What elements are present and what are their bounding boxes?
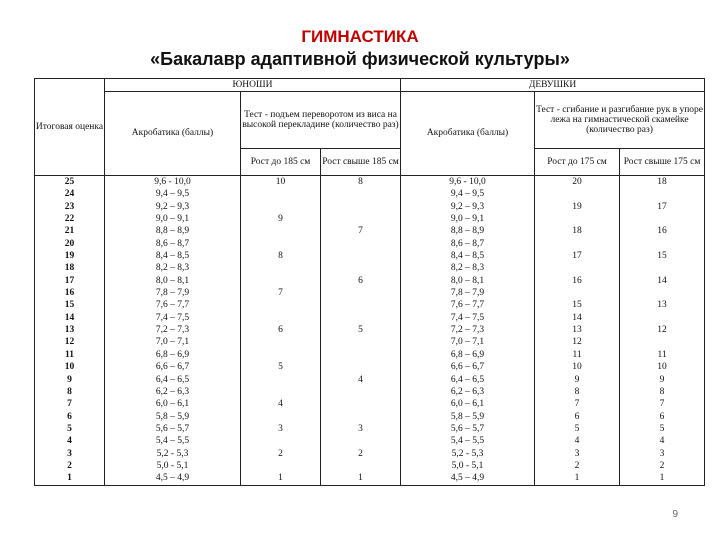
girls-height-1-cell: 20 (535, 176, 620, 189)
table-row (35, 225, 705, 237)
girls-acrobatics-cell: 6,8 – 6,9 (401, 349, 535, 361)
girls-acrobatics-cell: 4,5 – 4,9 (401, 472, 535, 485)
girls-height-1-cell: 10 (535, 361, 620, 373)
boys-acrobatics-cell: 8,8 – 8,9 (105, 225, 241, 237)
girls-height-2-cell (620, 336, 705, 348)
grade-cell: 11 (35, 349, 105, 361)
boys-height-2-cell (321, 349, 401, 361)
boys-height-1-cell: 9 (241, 213, 321, 225)
boys-height-1-cell: 7 (241, 287, 321, 299)
girls-height-2-cell (620, 188, 705, 200)
boys-acrobatics-cell: 5,6 – 5,7 (105, 423, 241, 435)
boys-height-2-cell: 2 (321, 448, 401, 460)
boys-acrobatics-cell: 9,6 - 10,0 (105, 176, 241, 189)
girls-height-1-cell: 13 (535, 324, 620, 336)
boys-height-1-cell: 2 (241, 448, 321, 460)
boys-height-1-cell (241, 275, 321, 287)
boys-height-2-cell: 1 (321, 472, 401, 485)
table-row (35, 176, 705, 189)
girls-height-1-cell: 3 (535, 448, 620, 460)
boys-height-2-cell (321, 262, 401, 274)
boys-height-1-cell (241, 336, 321, 348)
boys-acrobatics-cell: 7,6 – 7,7 (105, 299, 241, 311)
girls-height-1-cell: 19 (535, 201, 620, 213)
girls-height-1-header: Рост до 175 см (535, 149, 620, 176)
boys-height-1-cell: 8 (241, 250, 321, 262)
girls-acrobatics-header: Акробатика (баллы) (401, 92, 535, 176)
girls-height-2-cell: 16 (620, 225, 705, 237)
girls-header: ДЕВУШКИ (401, 79, 705, 92)
girls-height-2-cell (620, 287, 705, 299)
girls-height-2-cell: 1 (620, 472, 705, 485)
boys-acrobatics-cell: 7,0 – 7,1 (105, 336, 241, 348)
boys-acrobatics-cell: 6,2 – 6,3 (105, 386, 241, 398)
girls-height-1-cell: 5 (535, 423, 620, 435)
grade-cell: 4 (35, 435, 105, 447)
boys-height-1-cell (241, 299, 321, 311)
table-row (35, 386, 705, 398)
girls-acrobatics-cell: 7,0 – 7,1 (401, 336, 535, 348)
boys-height-1-cell (241, 374, 321, 386)
girls-acrobatics-cell: 5,8 – 5,9 (401, 411, 535, 423)
boys-height-1-cell (241, 411, 321, 423)
girls-height-1-cell: 1 (535, 472, 620, 485)
boys-height-1-cell (241, 238, 321, 250)
table-row (35, 201, 705, 213)
boys-acrobatics-cell: 9,2 – 9,3 (105, 201, 241, 213)
girls-height-1-cell: 15 (535, 299, 620, 311)
girls-acrobatics-cell: 6,6 – 6,7 (401, 361, 535, 373)
grade-cell: 13 (35, 324, 105, 336)
boys-height-2-cell (321, 312, 401, 324)
boys-height-1-cell: 3 (241, 423, 321, 435)
girls-height-1-cell: 9 (535, 374, 620, 386)
boys-acrobatics-cell: 5,8 – 5,9 (105, 411, 241, 423)
girls-height-2-cell: 2 (620, 460, 705, 472)
girls-acrobatics-cell: 7,4 – 7,5 (401, 312, 535, 324)
grade-cell: 25 (35, 176, 105, 189)
boys-height-1-cell (241, 435, 321, 447)
table-body (35, 176, 705, 486)
boys-acrobatics-cell: 7,8 – 7,9 (105, 287, 241, 299)
boys-acrobatics-cell: 5,2 - 5,3 (105, 448, 241, 460)
boys-acrobatics-cell: 5,4 – 5,5 (105, 435, 241, 447)
girls-height-2-cell: 13 (620, 299, 705, 311)
girls-acrobatics-cell: 6,4 – 6,5 (401, 374, 535, 386)
table-row (35, 460, 705, 472)
boys-height-2-header: Рост свыше 185 см (321, 149, 401, 176)
girls-height-1-cell: 4 (535, 435, 620, 447)
grade-cell: 24 (35, 188, 105, 200)
girls-test-header: Тест - сгибание и разгибание рук в упоре лежа на гимнастической скамейке (количество раз) (535, 92, 705, 149)
grade-cell: 23 (35, 201, 105, 213)
girls-height-2-cell: 7 (620, 398, 705, 410)
table-row (35, 435, 705, 447)
girls-height-1-cell: 2 (535, 460, 620, 472)
girls-height-1-cell (535, 287, 620, 299)
girls-height-2-cell: 11 (620, 349, 705, 361)
grade-cell: 6 (35, 411, 105, 423)
boys-height-2-cell: 3 (321, 423, 401, 435)
girls-acrobatics-cell: 8,8 – 8,9 (401, 225, 535, 237)
table-row (35, 213, 705, 225)
girls-height-1-cell: 14 (535, 312, 620, 324)
girls-height-2-cell: 8 (620, 386, 705, 398)
girls-height-2-cell: 5 (620, 423, 705, 435)
girls-acrobatics-cell: 5,2 - 5,3 (401, 448, 535, 460)
girls-acrobatics-cell: 9,0 – 9,1 (401, 213, 535, 225)
boys-height-2-cell: 6 (321, 275, 401, 287)
girls-height-1-cell: 7 (535, 398, 620, 410)
table-row (35, 411, 705, 423)
girls-height-2-cell: 18 (620, 176, 705, 189)
boys-acrobatics-cell: 6,4 – 6,5 (105, 374, 241, 386)
table-row (35, 336, 705, 348)
girls-height-1-cell (535, 238, 620, 250)
table-row (35, 349, 705, 361)
girls-height-1-cell: 6 (535, 411, 620, 423)
grade-header: Итоговая оценка (35, 79, 105, 176)
table-row (35, 262, 705, 274)
girls-height-2-cell: 15 (620, 250, 705, 262)
table-row (35, 423, 705, 435)
boys-height-1-cell (241, 201, 321, 213)
boys-acrobatics-cell: 9,0 – 9,1 (105, 213, 241, 225)
page-number: 9 (672, 509, 678, 520)
girls-acrobatics-cell: 8,6 – 8,7 (401, 238, 535, 250)
girls-acrobatics-cell: 8,4 – 8,5 (401, 250, 535, 262)
grade-cell: 22 (35, 213, 105, 225)
table-row (35, 312, 705, 324)
boys-height-2-cell (321, 201, 401, 213)
boys-height-1-cell (241, 225, 321, 237)
boys-height-2-cell (321, 460, 401, 472)
boys-acrobatics-cell: 8,6 – 8,7 (105, 238, 241, 250)
boys-height-2-cell (321, 213, 401, 225)
standards-table (34, 78, 705, 486)
girls-height-2-cell: 12 (620, 324, 705, 336)
girls-height-2-cell (620, 238, 705, 250)
girls-height-2-cell: 3 (620, 448, 705, 460)
girls-acrobatics-cell: 5,0 - 5,1 (401, 460, 535, 472)
grade-cell: 8 (35, 386, 105, 398)
girls-acrobatics-cell: 9,4 – 9,5 (401, 188, 535, 200)
grade-cell: 18 (35, 262, 105, 274)
grade-cell: 7 (35, 398, 105, 410)
grade-cell: 10 (35, 361, 105, 373)
grade-cell: 14 (35, 312, 105, 324)
boys-height-2-cell: 7 (321, 225, 401, 237)
table-row (35, 238, 705, 250)
boys-height-1-cell (241, 262, 321, 274)
table-row (35, 324, 705, 336)
boys-height-2-cell (321, 398, 401, 410)
boys-header: ЮНОШИ (105, 79, 401, 92)
girls-height-2-cell: 14 (620, 275, 705, 287)
girls-height-2-cell: 10 (620, 361, 705, 373)
boys-height-2-cell (321, 386, 401, 398)
girls-acrobatics-cell: 6,0 – 6,1 (401, 398, 535, 410)
boys-test-header: Тест - подъем переворотом из виса на высокой перекладине (количество раз) (241, 92, 401, 149)
girls-height-1-cell: 11 (535, 349, 620, 361)
girls-acrobatics-cell: 8,2 – 8,3 (401, 262, 535, 274)
boys-acrobatics-cell: 7,4 – 7,5 (105, 312, 241, 324)
boys-height-2-cell (321, 435, 401, 447)
girls-acrobatics-cell: 7,6 – 7,7 (401, 299, 535, 311)
boys-acrobatics-cell: 6,8 – 6,9 (105, 349, 241, 361)
girls-height-1-cell: 18 (535, 225, 620, 237)
boys-height-2-cell (321, 287, 401, 299)
girls-height-2-header: Рост свыше 175 см (620, 149, 705, 176)
girls-height-2-cell: 17 (620, 201, 705, 213)
boys-height-2-cell: 5 (321, 324, 401, 336)
girls-height-1-cell (535, 213, 620, 225)
boys-height-1-cell (241, 312, 321, 324)
boys-height-1-cell (241, 349, 321, 361)
table-row (35, 287, 705, 299)
girls-acrobatics-cell: 5,6 – 5,7 (401, 423, 535, 435)
boys-height-2-cell: 4 (321, 374, 401, 386)
boys-height-1-cell: 6 (241, 324, 321, 336)
girls-acrobatics-cell: 5,4 – 5,5 (401, 435, 535, 447)
girls-acrobatics-cell: 9,6 - 10,0 (401, 176, 535, 189)
boys-acrobatics-cell: 5,0 - 5,1 (105, 460, 241, 472)
page-subtitle: «Бакалавр адаптивной физической культуры» (150, 49, 570, 69)
boys-height-1-header: Рост до 185 см (241, 149, 321, 176)
boys-height-2-cell (321, 361, 401, 373)
table-row (35, 275, 705, 287)
boys-acrobatics-cell: 6,6 – 6,7 (105, 361, 241, 373)
boys-acrobatics-cell: 7,2 – 7,3 (105, 324, 241, 336)
boys-height-2-cell (321, 411, 401, 423)
girls-height-2-cell (620, 213, 705, 225)
grade-cell: 2 (35, 460, 105, 472)
boys-height-2-cell: 8 (321, 176, 401, 189)
girls-height-1-cell: 17 (535, 250, 620, 262)
grade-cell: 15 (35, 299, 105, 311)
grade-cell: 5 (35, 423, 105, 435)
table-row (35, 299, 705, 311)
girls-acrobatics-cell: 8,0 – 8,1 (401, 275, 535, 287)
boys-acrobatics-cell: 8,0 – 8,1 (105, 275, 241, 287)
boys-acrobatics-cell: 8,2 – 8,3 (105, 262, 241, 274)
boys-height-1-cell (241, 460, 321, 472)
boys-height-2-cell (321, 250, 401, 262)
girls-height-2-cell: 6 (620, 411, 705, 423)
grade-cell: 17 (35, 275, 105, 287)
boys-acrobatics-cell: 4,5 – 4,9 (105, 472, 241, 485)
boys-height-1-cell: 4 (241, 398, 321, 410)
table-row (35, 188, 705, 200)
grade-cell: 9 (35, 374, 105, 386)
boys-acrobatics-header: Акробатика (баллы) (105, 92, 241, 176)
girls-height-1-cell: 16 (535, 275, 620, 287)
table-row (35, 398, 705, 410)
grade-cell: 21 (35, 225, 105, 237)
grade-cell: 16 (35, 287, 105, 299)
boys-height-2-cell (321, 336, 401, 348)
table-row (35, 472, 705, 485)
boys-height-1-cell (241, 188, 321, 200)
grade-cell: 1 (35, 472, 105, 485)
boys-height-1-cell: 1 (241, 472, 321, 485)
table-row (35, 448, 705, 460)
boys-height-1-cell (241, 386, 321, 398)
boys-acrobatics-cell: 9,4 – 9,5 (105, 188, 241, 200)
girls-acrobatics-cell: 9,2 – 9,3 (401, 201, 535, 213)
girls-acrobatics-cell: 6,2 – 6,3 (401, 386, 535, 398)
boys-height-1-cell: 10 (241, 176, 321, 189)
girls-height-2-cell (620, 262, 705, 274)
grade-cell: 3 (35, 448, 105, 460)
girls-height-1-cell (535, 188, 620, 200)
page-title: ГИМНАСТИКА (301, 27, 419, 46)
boys-height-2-cell (321, 188, 401, 200)
girls-height-2-cell: 4 (620, 435, 705, 447)
table-row (35, 374, 705, 386)
grade-cell: 20 (35, 238, 105, 250)
girls-height-1-cell: 12 (535, 336, 620, 348)
grade-cell: 12 (35, 336, 105, 348)
boys-acrobatics-cell: 6,0 – 6,1 (105, 398, 241, 410)
girls-acrobatics-cell: 7,8 – 7,9 (401, 287, 535, 299)
girls-height-1-cell (535, 262, 620, 274)
girls-acrobatics-cell: 7,2 – 7,3 (401, 324, 535, 336)
boys-height-2-cell (321, 238, 401, 250)
boys-height-2-cell (321, 299, 401, 311)
girls-height-2-cell: 9 (620, 374, 705, 386)
boys-height-1-cell: 5 (241, 361, 321, 373)
boys-acrobatics-cell: 8,4 – 8,5 (105, 250, 241, 262)
girls-height-2-cell (620, 312, 705, 324)
grade-cell: 19 (35, 250, 105, 262)
table-row (35, 250, 705, 262)
girls-height-1-cell: 8 (535, 386, 620, 398)
table-row (35, 361, 705, 373)
